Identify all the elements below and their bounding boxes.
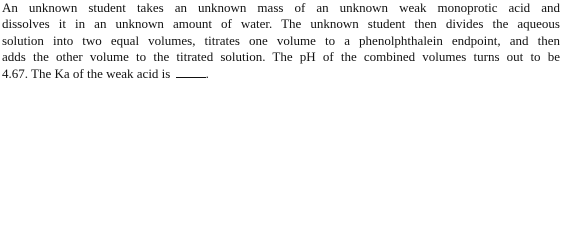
question-line-2: dissolves it in an unknown amount of water. The unknown student then divides the aqueous xyxy=(2,16,560,32)
question-line-5 xyxy=(2,66,560,82)
question-line-4: adds the other volume to the titrated solution. The pH of the combined volumes turns out to be xyxy=(2,49,560,65)
question-line-1: An unknown student takes an unknown mass of an unknown weak monoprotic acid and xyxy=(2,0,560,15)
question-text xyxy=(2,0,560,82)
question-line-3: solution into two equal volumes, titrates one volume to a phenolphthalein endpoint, and then xyxy=(2,32,560,48)
answer-blank xyxy=(176,66,206,78)
question-line-5-text: 4.67. The Ka of the weak acid is xyxy=(2,65,171,81)
question-period: . xyxy=(205,65,209,81)
